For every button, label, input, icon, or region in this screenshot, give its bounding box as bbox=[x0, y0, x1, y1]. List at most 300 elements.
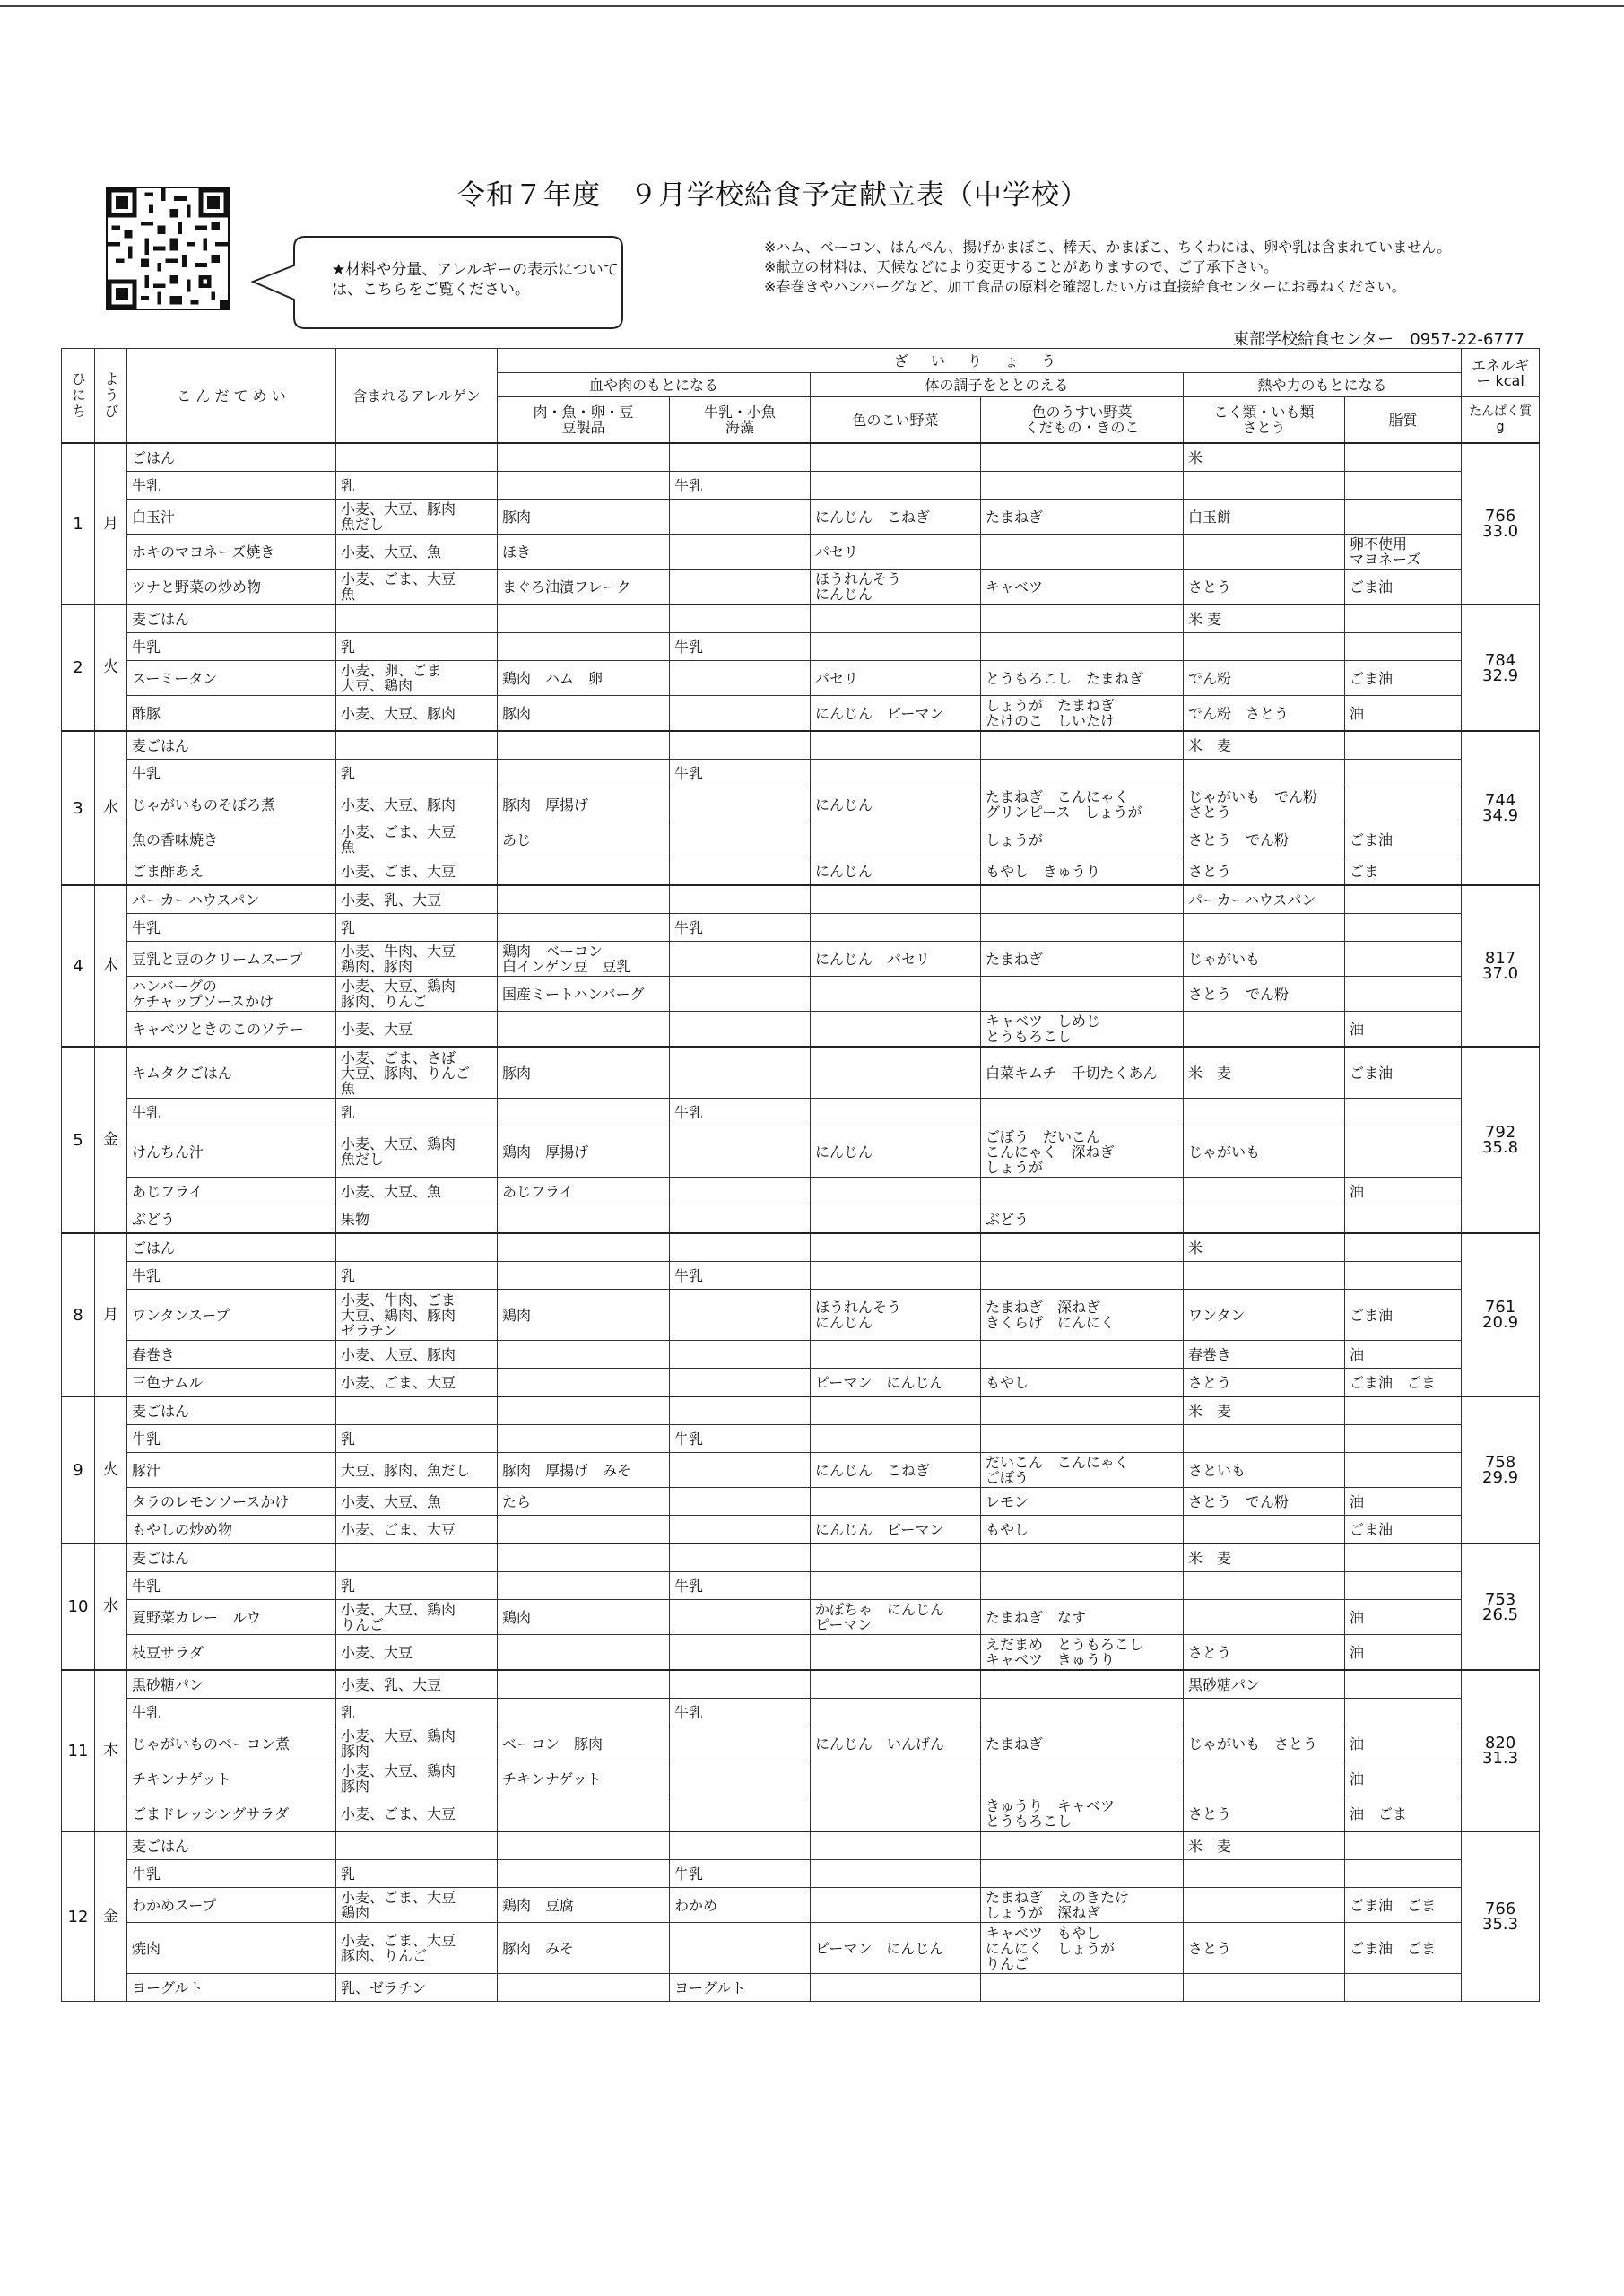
cell-meat-fish: ほき bbox=[498, 535, 670, 570]
weekday: 金 bbox=[95, 1831, 127, 2002]
table-row bbox=[62, 857, 1540, 886]
header-col-fat: 脂質 bbox=[1345, 397, 1462, 444]
cell-grain-sugar: さとう でん粉 bbox=[1184, 1488, 1345, 1516]
cell-menu-name: ごまドレッシングサラダ bbox=[127, 1796, 336, 1832]
table-row bbox=[62, 661, 1540, 696]
cell-allergen: 乳 bbox=[336, 914, 498, 942]
nutrition-cell bbox=[1462, 1544, 1540, 1670]
cell-meat-fish: 豚肉 厚揚げ bbox=[498, 787, 670, 822]
cell-dark-veg bbox=[811, 1205, 981, 1234]
table-row bbox=[62, 443, 1540, 472]
cell-grain-sugar: 米 bbox=[1184, 1233, 1345, 1262]
table-row bbox=[62, 1726, 1540, 1761]
cell-menu-name: 牛乳 bbox=[127, 1099, 336, 1126]
cell-allergen: 小麦、ごま、大豆 豚肉、りんご bbox=[336, 1923, 498, 1974]
cell-grain-sugar: さとう でん粉 bbox=[1184, 977, 1345, 1012]
cell-light-veg: しょうが たまねぎ たけのこ しいたけ bbox=[981, 696, 1184, 732]
cell-fat bbox=[1345, 604, 1462, 633]
cell-allergen: 乳 bbox=[336, 1425, 498, 1453]
day-number: 11 bbox=[62, 1670, 95, 1831]
cell-allergen: 乳 bbox=[336, 472, 498, 500]
cell-meat-fish bbox=[498, 1699, 670, 1726]
cell-milk-seaweed bbox=[670, 1290, 811, 1341]
table-row bbox=[62, 1516, 1540, 1544]
cell-allergen: 小麦、ごま、大豆 bbox=[336, 1796, 498, 1832]
cell-menu-name: チキンナゲット bbox=[127, 1761, 336, 1796]
cell-milk-seaweed bbox=[670, 1047, 811, 1099]
cell-light-veg: ぶどう bbox=[981, 1205, 1184, 1234]
cell-meat-fish bbox=[498, 1425, 670, 1453]
cell-fat bbox=[1345, 443, 1462, 472]
cell-meat-fish bbox=[498, 1670, 670, 1699]
day-number: 4 bbox=[62, 885, 95, 1047]
cell-dark-veg: にんじん ピーマン bbox=[811, 1516, 981, 1544]
weekday: 火 bbox=[95, 1396, 127, 1544]
day-number: 10 bbox=[62, 1544, 95, 1670]
cell-meat-fish bbox=[498, 1341, 670, 1369]
header-protein: たんぱく質 g bbox=[1462, 397, 1540, 444]
cell-dark-veg: パセリ bbox=[811, 535, 981, 570]
table-row bbox=[62, 1888, 1540, 1923]
cell-light-veg bbox=[981, 443, 1184, 472]
cell-meat-fish bbox=[498, 1516, 670, 1544]
table-row bbox=[62, 1126, 1540, 1178]
cell-light-veg bbox=[981, 914, 1184, 942]
cell-milk-seaweed bbox=[670, 1600, 811, 1635]
cell-fat: 油 bbox=[1345, 1726, 1462, 1761]
weekday: 金 bbox=[95, 1047, 127, 1233]
cell-light-veg: たまねぎ bbox=[981, 500, 1184, 535]
cell-menu-name: 枝豆サラダ bbox=[127, 1635, 336, 1671]
cell-menu-name: 牛乳 bbox=[127, 1860, 336, 1888]
cell-allergen: 乳、ゼラチン bbox=[336, 1974, 498, 2002]
cell-milk-seaweed bbox=[670, 1796, 811, 1832]
cell-grain-sugar: 米 麦 bbox=[1184, 1047, 1345, 1099]
table-row bbox=[62, 604, 1540, 633]
cell-menu-name: 春巻き bbox=[127, 1341, 336, 1369]
cell-menu-name: 酢豚 bbox=[127, 696, 336, 732]
table-row bbox=[62, 1178, 1540, 1205]
cell-menu-name: 麦ごはん bbox=[127, 731, 336, 760]
weekday: 月 bbox=[95, 1233, 127, 1396]
header-col-meat: 肉・魚・卵・豆 豆製品 bbox=[498, 397, 670, 444]
cell-milk-seaweed bbox=[670, 1635, 811, 1671]
cell-menu-name: ハンバーグの ケチャップソースかけ bbox=[127, 977, 336, 1012]
cell-milk-seaweed: 牛乳 bbox=[670, 1099, 811, 1126]
cell-fat: 油 bbox=[1345, 696, 1462, 732]
table-row bbox=[62, 1796, 1540, 1832]
cell-grain-sugar: 黒砂糖パン bbox=[1184, 1670, 1345, 1699]
cell-grain-sugar bbox=[1184, 1099, 1345, 1126]
table-row bbox=[62, 535, 1540, 570]
cell-fat bbox=[1345, 1205, 1462, 1234]
cell-milk-seaweed bbox=[670, 1923, 811, 1974]
cell-dark-veg: にんじん bbox=[811, 857, 981, 886]
table-row bbox=[62, 500, 1540, 535]
cell-menu-name: じゃがいものそぼろ煮 bbox=[127, 787, 336, 822]
cell-menu-name: 麦ごはん bbox=[127, 1544, 336, 1572]
cell-fat bbox=[1345, 914, 1462, 942]
cell-meat-fish: 鶏肉 bbox=[498, 1600, 670, 1635]
cell-fat bbox=[1345, 1831, 1462, 1860]
nutrition-cell bbox=[1462, 1047, 1540, 1233]
table-row bbox=[62, 1974, 1540, 2002]
cell-light-veg bbox=[981, 1341, 1184, 1369]
cell-allergen bbox=[336, 731, 498, 760]
cell-menu-name: ホキのマヨネーズ焼き bbox=[127, 535, 336, 570]
cell-allergen bbox=[336, 604, 498, 633]
cell-grain-sugar: 米 麦 bbox=[1184, 604, 1345, 633]
cell-meat-fish: 鶏肉 ハム 卵 bbox=[498, 661, 670, 696]
table-row bbox=[62, 1262, 1540, 1290]
cell-meat-fish: 鶏肉 ベーコン 白インゲン豆 豆乳 bbox=[498, 942, 670, 977]
cell-dark-veg bbox=[811, 1635, 981, 1671]
nutrition-cell bbox=[1462, 1233, 1540, 1396]
cell-grain-sugar: でん粉 さとう bbox=[1184, 696, 1345, 732]
cell-fat bbox=[1345, 1670, 1462, 1699]
cell-dark-veg bbox=[811, 1974, 981, 2002]
cell-meat-fish: 豚肉 みそ bbox=[498, 1923, 670, 1974]
cell-milk-seaweed bbox=[670, 977, 811, 1012]
header-weekday bbox=[95, 349, 127, 444]
cell-fat bbox=[1345, 731, 1462, 760]
table-row bbox=[62, 787, 1540, 822]
energy-kcal: 758 bbox=[1484, 1453, 1516, 1472]
cell-allergen: 小麦、ごま、大豆 bbox=[336, 1369, 498, 1397]
cell-menu-name: ごはん bbox=[127, 443, 336, 472]
cell-allergen: 小麦、ごま、大豆 鶏肉 bbox=[336, 1888, 498, 1923]
cell-fat: ごま油 bbox=[1345, 1290, 1462, 1341]
cell-fat bbox=[1345, 1099, 1462, 1126]
cell-grain-sugar: じゃがいも bbox=[1184, 942, 1345, 977]
cell-dark-veg: にんじん こねぎ bbox=[811, 1453, 981, 1488]
cell-fat bbox=[1345, 1572, 1462, 1600]
cell-menu-name: 牛乳 bbox=[127, 914, 336, 942]
cell-allergen: 小麦、牛肉、ごま 大豆、鶏肉、豚肉 ゼラチン bbox=[336, 1290, 498, 1341]
header-energy: エネルギー kcal bbox=[1462, 349, 1540, 397]
cell-meat-fish: 鶏肉 厚揚げ bbox=[498, 1126, 670, 1178]
cell-grain-sugar bbox=[1184, 1012, 1345, 1048]
cell-milk-seaweed: 牛乳 bbox=[670, 1699, 811, 1726]
cell-dark-veg bbox=[811, 1425, 981, 1453]
cell-light-veg bbox=[981, 1544, 1184, 1572]
day-number: 1 bbox=[62, 443, 95, 604]
cell-grain-sugar bbox=[1184, 633, 1345, 661]
cell-light-veg bbox=[981, 977, 1184, 1012]
table-row bbox=[62, 914, 1540, 942]
header-day-label: ひにち bbox=[69, 371, 87, 420]
table-row bbox=[62, 1860, 1540, 1888]
cell-milk-seaweed bbox=[670, 443, 811, 472]
nutrition-cell bbox=[1462, 443, 1540, 604]
cell-allergen: 小麦、大豆、豚肉 bbox=[336, 787, 498, 822]
day-number: 2 bbox=[62, 604, 95, 731]
nutrition-cell bbox=[1462, 604, 1540, 731]
cell-fat bbox=[1345, 1262, 1462, 1290]
cell-milk-seaweed bbox=[670, 1341, 811, 1369]
table-row bbox=[62, 731, 1540, 760]
qr-code[interactable] bbox=[106, 187, 230, 310]
menu-table bbox=[61, 348, 1540, 2002]
header-ingredients: ざ い り ょ う bbox=[498, 349, 1462, 373]
cell-dark-veg bbox=[811, 1233, 981, 1262]
cell-meat-fish bbox=[498, 1099, 670, 1126]
cell-allergen: 小麦、ごま、大豆 bbox=[336, 857, 498, 886]
cell-allergen: 小麦、大豆、鶏肉 豚肉 bbox=[336, 1761, 498, 1796]
weekday: 水 bbox=[95, 1544, 127, 1670]
cell-light-veg bbox=[981, 1396, 1184, 1425]
cell-light-veg: たまねぎ 深ねぎ きくらげ にんにく bbox=[981, 1290, 1184, 1341]
day-number: 12 bbox=[62, 1831, 95, 2002]
cell-meat-fish: 豚肉 bbox=[498, 696, 670, 732]
cell-allergen: 小麦、ごま、さば 大豆、豚肉、りんご 魚 bbox=[336, 1047, 498, 1099]
energy-kcal: 766 bbox=[1484, 1900, 1516, 1918]
table-row bbox=[62, 1699, 1540, 1726]
cell-milk-seaweed bbox=[670, 535, 811, 570]
cell-allergen: 小麦、牛肉、大豆 鶏肉、豚肉 bbox=[336, 942, 498, 977]
cell-fat bbox=[1345, 1425, 1462, 1453]
cell-milk-seaweed: 牛乳 bbox=[670, 1860, 811, 1888]
cell-meat-fish bbox=[498, 633, 670, 661]
cell-grain-sugar bbox=[1184, 1205, 1345, 1234]
cell-dark-veg bbox=[811, 1860, 981, 1888]
protein-g: 33.0 bbox=[1482, 522, 1519, 541]
cell-light-veg bbox=[981, 1974, 1184, 2002]
cell-grain-sugar bbox=[1184, 1600, 1345, 1635]
cell-light-veg: とうもろこし たまねぎ bbox=[981, 661, 1184, 696]
cell-allergen: 小麦、大豆、鶏肉 豚肉、りんご bbox=[336, 977, 498, 1012]
cell-allergen: 乳 bbox=[336, 633, 498, 661]
cell-fat: ごま油 bbox=[1345, 822, 1462, 857]
cell-milk-seaweed bbox=[670, 570, 811, 605]
cell-grain-sugar bbox=[1184, 1425, 1345, 1453]
header-day bbox=[62, 349, 95, 444]
cell-dark-veg: ほうれんそう にんじん bbox=[811, 570, 981, 605]
cell-menu-name: 焼肉 bbox=[127, 1923, 336, 1974]
cell-dark-veg: ピーマン にんじん bbox=[811, 1923, 981, 1974]
cell-dark-veg: にんじん こねぎ bbox=[811, 500, 981, 535]
cell-milk-seaweed bbox=[670, 604, 811, 633]
cell-dark-veg bbox=[811, 731, 981, 760]
table-row bbox=[62, 1453, 1540, 1488]
cell-grain-sugar bbox=[1184, 1699, 1345, 1726]
protein-g: 29.9 bbox=[1482, 1468, 1519, 1487]
cell-meat-fish bbox=[498, 1831, 670, 1860]
cell-fat: 油 bbox=[1345, 1635, 1462, 1671]
cell-meat-fish bbox=[498, 1635, 670, 1671]
cell-dark-veg: にんじん ピーマン bbox=[811, 696, 981, 732]
cell-dark-veg bbox=[811, 1670, 981, 1699]
cell-allergen: 小麦、ごま、大豆 bbox=[336, 1516, 498, 1544]
protein-g: 20.9 bbox=[1482, 1313, 1519, 1332]
nutrition-cell bbox=[1462, 885, 1540, 1047]
cell-light-veg: 白菜キムチ 千切たくあん bbox=[981, 1047, 1184, 1099]
weekday: 木 bbox=[95, 1670, 127, 1831]
cell-dark-veg bbox=[811, 885, 981, 914]
cell-meat-fish: チキンナゲット bbox=[498, 1761, 670, 1796]
cell-menu-name: 牛乳 bbox=[127, 472, 336, 500]
cell-light-veg bbox=[981, 1860, 1184, 1888]
weekday: 水 bbox=[95, 731, 127, 885]
protein-g: 32.9 bbox=[1482, 665, 1519, 685]
cell-milk-seaweed bbox=[670, 857, 811, 886]
cell-meat-fish: 鶏肉 bbox=[498, 1290, 670, 1341]
cell-grain-sugar bbox=[1184, 1888, 1345, 1923]
protein-g: 26.5 bbox=[1482, 1605, 1519, 1624]
cell-grain-sugar bbox=[1184, 760, 1345, 787]
cell-meat-fish bbox=[498, 731, 670, 760]
table-row bbox=[62, 1047, 1540, 1099]
cell-light-veg: もやし bbox=[981, 1516, 1184, 1544]
cell-milk-seaweed: 牛乳 bbox=[670, 760, 811, 787]
cell-allergen: 小麦、大豆、豚肉 bbox=[336, 696, 498, 732]
cell-dark-veg bbox=[811, 977, 981, 1012]
cell-allergen: 小麦、大豆、鶏肉 魚だし bbox=[336, 1126, 498, 1178]
cell-fat bbox=[1345, 1396, 1462, 1425]
cell-light-veg bbox=[981, 1761, 1184, 1796]
cell-milk-seaweed bbox=[670, 942, 811, 977]
cell-dark-veg bbox=[811, 1178, 981, 1205]
cell-allergen: 乳 bbox=[336, 760, 498, 787]
cell-meat-fish bbox=[498, 857, 670, 886]
header-col-dark-veg: 色のこい野菜 bbox=[811, 397, 981, 444]
cell-menu-name: タラのレモンソースかけ bbox=[127, 1488, 336, 1516]
cell-light-veg: キャベツ bbox=[981, 570, 1184, 605]
cell-milk-seaweed: わかめ bbox=[670, 1888, 811, 1923]
cell-dark-veg: パセリ bbox=[811, 661, 981, 696]
cell-allergen: 小麦、卵、ごま 大豆、鶏肉 bbox=[336, 661, 498, 696]
cell-milk-seaweed bbox=[670, 787, 811, 822]
cell-light-veg bbox=[981, 1178, 1184, 1205]
cell-light-veg: だいこん こんにゃく ごぼう bbox=[981, 1453, 1184, 1488]
cell-light-veg: えだまめ とうもろこし キャベツ きゅうり bbox=[981, 1635, 1184, 1671]
cell-menu-name: ヨーグルト bbox=[127, 1974, 336, 2002]
protein-g: 37.0 bbox=[1482, 964, 1519, 983]
cell-meat-fish: 国産ミートハンバーグ bbox=[498, 977, 670, 1012]
cell-light-veg: しょうが bbox=[981, 822, 1184, 857]
cell-menu-name: ツナと野菜の炒め物 bbox=[127, 570, 336, 605]
cell-grain-sugar: さとう bbox=[1184, 1923, 1345, 1974]
cell-allergen: 小麦、乳、大豆 bbox=[336, 885, 498, 914]
table-row bbox=[62, 1923, 1540, 1974]
cell-dark-veg: にんじん いんげん bbox=[811, 1726, 981, 1761]
cell-fat bbox=[1345, 500, 1462, 535]
cell-menu-name: ぶどう bbox=[127, 1205, 336, 1234]
cell-meat-fish: まぐろ油漬フレーク bbox=[498, 570, 670, 605]
cell-grain-sugar: じゃがいも さとう bbox=[1184, 1726, 1345, 1761]
cell-grain-sugar: さといも bbox=[1184, 1453, 1345, 1488]
cell-allergen: 小麦、ごま、大豆 魚 bbox=[336, 822, 498, 857]
cell-menu-name: 牛乳 bbox=[127, 633, 336, 661]
cell-grain-sugar: 米 麦 bbox=[1184, 731, 1345, 760]
cell-dark-veg bbox=[811, 1262, 981, 1290]
cell-meat-fish bbox=[498, 604, 670, 633]
energy-kcal: 761 bbox=[1484, 1298, 1516, 1317]
cell-allergen: 小麦、ごま、大豆 魚 bbox=[336, 570, 498, 605]
cell-light-veg bbox=[981, 885, 1184, 914]
cell-light-veg bbox=[981, 1425, 1184, 1453]
cell-meat-fish bbox=[498, 1262, 670, 1290]
cell-light-veg: きゅうり キャベツ とうもろこし bbox=[981, 1796, 1184, 1832]
cell-menu-name: 麦ごはん bbox=[127, 604, 336, 633]
table-row bbox=[62, 1425, 1540, 1453]
cell-allergen: 小麦、大豆、鶏肉 豚肉 bbox=[336, 1726, 498, 1761]
cell-milk-seaweed bbox=[670, 1396, 811, 1425]
table-row bbox=[62, 1233, 1540, 1262]
header-allergen: 含まれるアレルゲン bbox=[336, 349, 498, 444]
cell-allergen: 乳 bbox=[336, 1699, 498, 1726]
cell-milk-seaweed bbox=[670, 1233, 811, 1262]
header-col-milk: 牛乳・小魚 海藻 bbox=[670, 397, 811, 444]
cell-grain-sugar: じゃがいも bbox=[1184, 1126, 1345, 1178]
header-group-blood: 血や肉のもとになる bbox=[498, 373, 811, 397]
cell-menu-name: 夏野菜カレー ルウ bbox=[127, 1600, 336, 1635]
cell-light-veg bbox=[981, 1262, 1184, 1290]
cell-light-veg bbox=[981, 604, 1184, 633]
cell-milk-seaweed bbox=[670, 731, 811, 760]
notes bbox=[764, 238, 1451, 297]
cell-light-veg bbox=[981, 731, 1184, 760]
cell-dark-veg: にんじん パセリ bbox=[811, 942, 981, 977]
cell-allergen: 小麦、大豆、魚 bbox=[336, 535, 498, 570]
nutrition-cell bbox=[1462, 731, 1540, 885]
note-line: ※献立の材料は、天候などにより変更することがありますので、ご了承下さい。 bbox=[764, 258, 1279, 275]
cell-dark-veg bbox=[811, 1761, 981, 1796]
header-group-energy: 熱や力のもとになる bbox=[1184, 373, 1462, 397]
header-col-light-veg: 色のうすい野菜 くだもの・きのこ bbox=[981, 397, 1184, 444]
cell-meat-fish: ベーコン 豚肉 bbox=[498, 1726, 670, 1761]
cell-fat bbox=[1345, 472, 1462, 500]
cell-dark-veg bbox=[811, 604, 981, 633]
cell-meat-fish: 鶏肉 豆腐 bbox=[498, 1888, 670, 1923]
note-line: ※春巻きやハンバーグなど、加工食品の原料を確認したい方は直接給食センターにお尋ねください。 bbox=[764, 278, 1406, 295]
cell-light-veg bbox=[981, 633, 1184, 661]
cell-milk-seaweed bbox=[670, 1544, 811, 1572]
cell-fat: ごま bbox=[1345, 857, 1462, 886]
cell-menu-name: 牛乳 bbox=[127, 1262, 336, 1290]
cell-milk-seaweed bbox=[670, 1205, 811, 1234]
cell-milk-seaweed bbox=[670, 1488, 811, 1516]
cell-menu-name: もやしの炒め物 bbox=[127, 1516, 336, 1544]
cell-fat bbox=[1345, 1453, 1462, 1488]
table-row bbox=[62, 760, 1540, 787]
cell-meat-fish bbox=[498, 1974, 670, 2002]
table-row bbox=[62, 1831, 1540, 1860]
cell-fat: ごま油 ごま bbox=[1345, 1369, 1462, 1397]
cell-dark-veg bbox=[811, 633, 981, 661]
cell-grain-sugar: さとう bbox=[1184, 1369, 1345, 1397]
table-row bbox=[62, 1012, 1540, 1048]
cell-fat: 油 bbox=[1345, 1761, 1462, 1796]
cell-meat-fish bbox=[498, 1396, 670, 1425]
info-bubble bbox=[285, 235, 619, 328]
header-menu: こ ん だ て め い bbox=[127, 349, 336, 444]
cell-fat bbox=[1345, 1860, 1462, 1888]
cell-meat-fish: 豚肉 厚揚げ みそ bbox=[498, 1453, 670, 1488]
cell-milk-seaweed bbox=[670, 1178, 811, 1205]
cell-grain-sugar: さとう bbox=[1184, 857, 1345, 886]
page-title: 令和７年度 ９月学校給食予定献立表（中学校） bbox=[457, 179, 1089, 212]
cell-fat bbox=[1345, 760, 1462, 787]
cell-grain-sugar bbox=[1184, 1262, 1345, 1290]
cell-fat: 油 bbox=[1345, 1488, 1462, 1516]
cell-light-veg bbox=[981, 1699, 1184, 1726]
cell-grain-sugar: 米 麦 bbox=[1184, 1544, 1345, 1572]
cell-milk-seaweed: 牛乳 bbox=[670, 914, 811, 942]
cell-menu-name: 牛乳 bbox=[127, 1425, 336, 1453]
header-col-grain: こく類・いも類 さとう bbox=[1184, 397, 1345, 444]
cell-grain-sugar: 春巻き bbox=[1184, 1341, 1345, 1369]
